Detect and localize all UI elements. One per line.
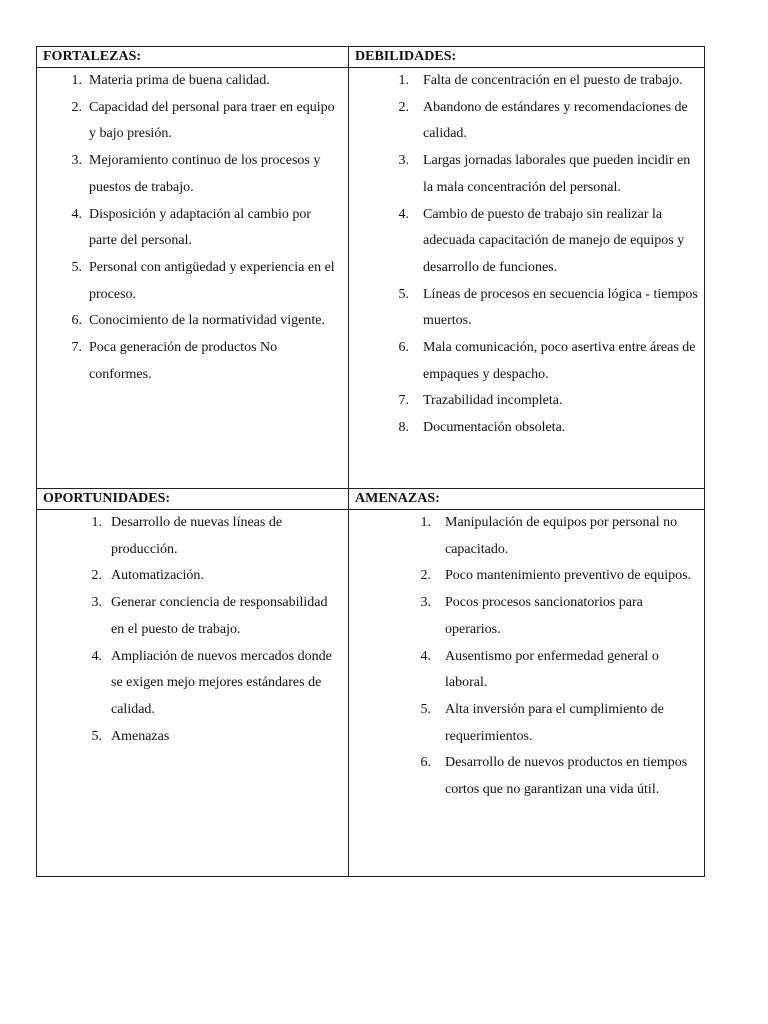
item-text: Desarrollo de nuevos productos en tiempos cortos que no garantizan una vida útil. xyxy=(445,755,688,798)
list-item xyxy=(37,148,348,201)
oportunidades-title: OPORTUNIDADES: xyxy=(43,491,171,506)
body-row-bottom xyxy=(37,510,705,877)
item-number: 1. xyxy=(91,515,102,530)
swot-table xyxy=(36,46,705,877)
item-number: 6. xyxy=(71,313,82,329)
amenazas-list xyxy=(349,510,704,804)
item-text: Alta inversión para el cumplimiento de requerimientos. xyxy=(445,701,664,744)
body-row-top xyxy=(37,68,705,489)
item-number: 3. xyxy=(91,595,102,611)
item-text: Líneas de procesos en secuencia lógica - tiempos muertos. xyxy=(423,286,698,329)
header-row-top xyxy=(37,47,705,68)
item-text: Cambio de puesto de trabajo sin realizar la adecuada capacitación de manejo de equipos y desarrollo de funciones. xyxy=(423,206,685,275)
item-number: 3. xyxy=(420,595,431,611)
list-item xyxy=(349,697,704,750)
item-number: 4. xyxy=(420,648,431,664)
debilidades-cell xyxy=(349,68,705,489)
item-number: 2. xyxy=(91,568,102,584)
amenazas-header xyxy=(349,489,705,510)
list-item xyxy=(349,590,704,643)
item-text: Poco mantenimiento preventivo de equipos. xyxy=(445,568,692,584)
list-item xyxy=(349,335,704,388)
item-number: 4. xyxy=(91,648,102,664)
fortalezas-cell xyxy=(37,68,349,489)
list-item xyxy=(349,68,704,95)
item-text: Trazabilidad incompleta. xyxy=(423,393,563,409)
item-number: 2. xyxy=(398,99,409,115)
header-row-bottom xyxy=(37,489,705,510)
list-item xyxy=(37,68,348,95)
item-number: 4. xyxy=(71,206,82,222)
debilidades-title: DEBILIDADES: xyxy=(355,49,457,64)
item-text: Falta de concentración en el puesto de trabajo. xyxy=(423,73,683,88)
list-item xyxy=(349,202,704,282)
item-text: Pocos procesos sancionatorios para operarios. xyxy=(445,595,643,637)
list-item xyxy=(349,148,704,201)
list-item xyxy=(349,563,704,590)
item-number: 5. xyxy=(398,286,409,302)
item-text: Abandono de estándares y recomendaciones de calidad. xyxy=(423,99,688,142)
oportunidades-list xyxy=(37,510,348,750)
oportunidades-cell xyxy=(37,510,349,877)
debilidades-header xyxy=(349,47,705,68)
list-item xyxy=(37,335,348,388)
item-text: Manipulación de equipos por personal no capacitado. xyxy=(445,515,678,557)
item-text: Personal con antigüedad y experiencia en el proceso. xyxy=(89,259,335,302)
fortalezas-header xyxy=(37,47,349,68)
item-text: Amenazas xyxy=(111,728,170,744)
list-item xyxy=(37,724,348,751)
fortalezas-list xyxy=(37,68,348,388)
item-number: 1. xyxy=(71,73,82,88)
list-item xyxy=(37,510,348,563)
item-number: 2. xyxy=(71,99,82,115)
item-text: Disposición y adaptación al cambio por parte del personal. xyxy=(89,206,311,249)
debilidades-list xyxy=(349,68,704,442)
amenazas-cell xyxy=(349,510,705,877)
item-text: Materia prima de buena calidad. xyxy=(89,73,270,88)
list-item xyxy=(37,95,348,148)
item-number: 3. xyxy=(398,153,409,169)
list-item xyxy=(37,202,348,255)
item-number: 1. xyxy=(398,73,409,88)
item-text: Poca generación de productos No conformes. xyxy=(89,340,278,382)
item-number: 5. xyxy=(420,701,431,717)
oportunidades-header xyxy=(37,489,349,510)
fortalezas-title: FORTALEZAS: xyxy=(43,49,142,64)
item-number: 7. xyxy=(71,340,82,356)
item-number: 4. xyxy=(398,206,409,222)
list-item xyxy=(349,750,704,803)
item-text: Ausentismo por enfermedad general o laboral. xyxy=(445,648,659,691)
list-item xyxy=(349,644,704,697)
item-text: Mala comunicación, poco asertiva entre áreas de empaques y despacho. xyxy=(423,340,696,382)
item-text: Mejoramiento continuo de los procesos y puestos de trabajo. xyxy=(89,153,321,195)
item-text: Conocimiento de la normatividad vigente. xyxy=(89,313,325,329)
item-number: 5. xyxy=(71,259,82,275)
item-number: 7. xyxy=(398,393,409,409)
item-text: Largas jornadas laborales que pueden incidir en la mala concentración del personal. xyxy=(423,153,691,195)
list-item xyxy=(349,282,704,335)
item-number: 6. xyxy=(398,340,409,356)
list-item xyxy=(37,255,348,308)
item-number: 2. xyxy=(420,568,431,584)
item-text: Automatización. xyxy=(111,568,204,584)
list-item xyxy=(349,510,704,563)
list-item xyxy=(349,95,704,148)
list-item xyxy=(349,415,704,442)
list-item xyxy=(349,388,704,415)
item-number: 6. xyxy=(420,755,431,771)
item-text: Documentación obsoleta. xyxy=(423,420,566,436)
item-text: Capacidad del personal para traer en equipo y bajo presión. xyxy=(89,99,335,142)
list-item xyxy=(37,308,348,335)
item-text: Desarrollo de nuevas líneas de producción. xyxy=(111,515,283,557)
list-item xyxy=(37,644,348,724)
amenazas-title: AMENAZAS: xyxy=(355,491,440,506)
item-number: 5. xyxy=(91,728,102,744)
list-item xyxy=(37,563,348,590)
item-number: 3. xyxy=(71,153,82,169)
item-number: 1. xyxy=(420,515,431,530)
item-text: Ampliación de nuevos mercados donde se exigen mejo mejores estándares de calidad. xyxy=(111,648,332,717)
item-text: Generar conciencia de responsabilidad en el puesto de trabajo. xyxy=(111,595,328,637)
item-number: 8. xyxy=(398,420,409,436)
list-item xyxy=(37,590,348,643)
